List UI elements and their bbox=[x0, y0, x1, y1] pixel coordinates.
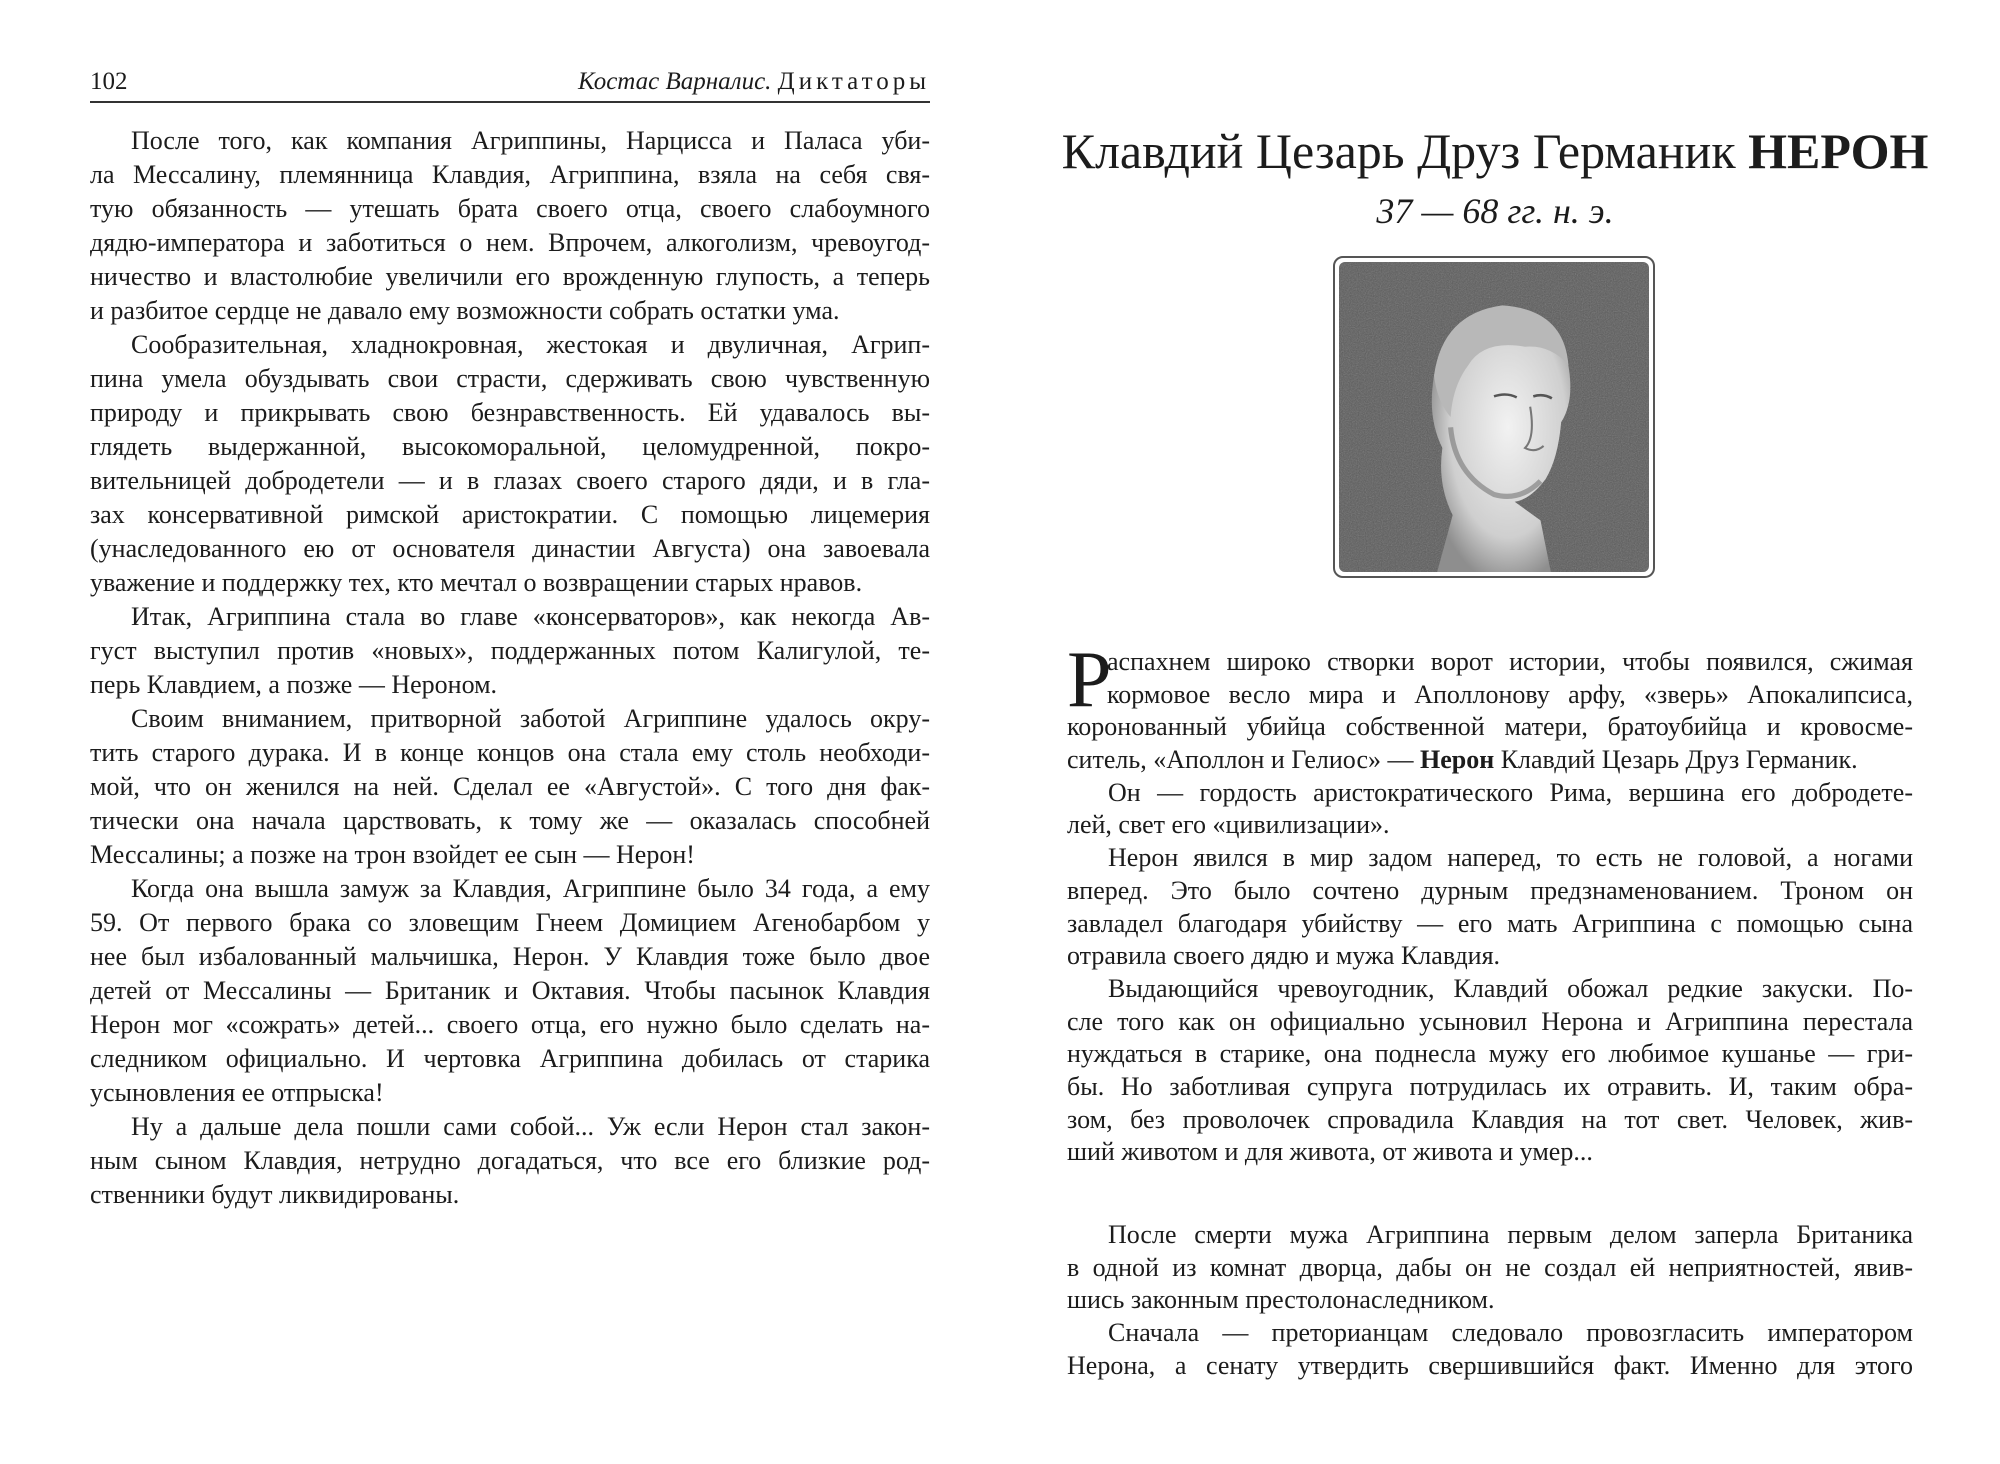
paragraph-4-line: тически она начала царствовать, к тому же — оказалась способней bbox=[90, 806, 930, 835]
paragraph-5-line: следником официально. И чертовка Агриппина добилась от старика bbox=[90, 1044, 930, 1073]
paragraph-2-line: природу и прикрывать свою безнравственность. Ей удавалось вы- bbox=[90, 398, 930, 427]
paragraph-2-line: вительницей добродетели — и в глазах своего старого дяди, и в гла- bbox=[90, 466, 930, 495]
paragraph-2-line: уважение и поддержку тех, кто мечтал о возвращении старых нравов. bbox=[90, 568, 863, 597]
paragraph-5-line: Когда она вышла замуж за Клавдия, Агриппине было 34 года, а ему bbox=[131, 874, 930, 903]
paragraph-4-line: Мессалины; а позже на трон взойдет ее сын — Нерон! bbox=[90, 840, 695, 869]
paragraph-2-line: глядеть выдержанной, высокоморальной, целомудренной, покро- bbox=[90, 432, 930, 461]
portrait-image bbox=[1333, 256, 1655, 578]
paragraph-2-line: зах консервативной римской аристократии. С помощью лицемерия bbox=[90, 500, 930, 529]
paragraph-4-line: Своим вниманием, притворной заботой Агриппине удалось окру- bbox=[131, 704, 930, 733]
paragraph-5-line: Нерон мог «сожрать» детей... своего отца, его нужно было сделать на- bbox=[90, 1010, 930, 1039]
paragraph-1-line: аспахнем широко створки ворот истории, чтобы появился, сжимая bbox=[1107, 647, 1913, 676]
paragraph-4-line: тить старого дурака. И в конце концов она стала ему столь необходи- bbox=[90, 738, 930, 767]
paragraph-4-line: зом, без проволочек спровадила Клавдия на тот свет. Человек, жив- bbox=[1067, 1104, 1913, 1134]
paragraph-2-line: лей, свет его «цивилизации». bbox=[1067, 810, 1390, 840]
bold-name: Нерон bbox=[1419, 745, 1495, 775]
paragraph-1-line: ла Мессалину, племянница Клавдия, Агриппина, взяла на себя свя- bbox=[90, 160, 930, 189]
author-name: Костас Варналис. bbox=[578, 68, 772, 95]
paragraph-1-line: После того, как компания Агриппины, Нарцисса и Паласа уби- bbox=[131, 126, 930, 155]
paragraph-3-line: густ выступил против «новых», поддержанных потом Калигулой, те- bbox=[90, 636, 930, 665]
paragraph-5-line: 59. От первого брака со зловещим Гнеем Домицием Агенобарбом у bbox=[90, 908, 930, 937]
chapter-dates: 37 — 68 гг. н. э. bbox=[1376, 191, 1614, 231]
running-header bbox=[90, 62, 930, 102]
book-title: Диктаторы bbox=[777, 68, 930, 95]
paragraph-3-line: Итак, Агриппина стала во главе «консерваторов», как некогда Ав- bbox=[131, 602, 930, 631]
chapter-title-bold: НЕРОН bbox=[1748, 123, 1929, 179]
paragraph-4-line: нуждаться в старике, она поднесла мужу его любимое кушанье — гри- bbox=[1067, 1039, 1913, 1069]
header-rule bbox=[90, 101, 930, 103]
paragraph-2-line: Он — гордость аристократического Рима, вершина его добродете- bbox=[1108, 777, 1913, 807]
paragraph-2-line: (унаследованного ею от основателя династии Августа) она завоевала bbox=[90, 534, 930, 563]
paragraph-6-line: Ну а дальше дела пошли сами собой... Уж если Нерон стал закон- bbox=[131, 1112, 930, 1141]
paragraph-5-line: нее был избалованный мальчишка, Нерон. У Клавдия тоже было двое bbox=[90, 942, 930, 971]
paragraph-1-line: тую обязанность — утешать брата своего отца, своего слабоумного bbox=[90, 194, 930, 223]
paragraph-5-line: После смерти мужа Агриппина первым делом заперла Британика bbox=[1108, 1220, 1913, 1249]
paragraph-5-line: детей от Мессалины — Британик и Октавия. Чтобы пасынок Клавдия bbox=[90, 976, 930, 1005]
paragraph-4-line: бы. Но заботливая супруга потрудилась их отравить. И, таким обра- bbox=[1067, 1071, 1913, 1101]
paragraph-6-line: ным сыном Клавдия, нетрудно догадаться, что все его близкие род- bbox=[90, 1146, 930, 1175]
paragraph-5-line: в одной из комнат дворца, дабы он не создал ей неприятностей, явив- bbox=[1067, 1252, 1913, 1282]
running-title bbox=[578, 68, 930, 96]
paragraph-5-line: усыновления ее отпрыска! bbox=[90, 1078, 384, 1107]
text-segment: Клавдий Цезарь Друз Германик. bbox=[1494, 745, 1858, 775]
paragraph-4-line: ший животом и для живота, от живота и умер... bbox=[1067, 1137, 1593, 1167]
paragraph-4-line: сле того как он официально усыновил Нерона и Агриппина перестала bbox=[1067, 1006, 1913, 1036]
paragraph-1-line: дядю-императора и заботиться о нем. Впрочем, алкоголизм, чревоугод- bbox=[90, 228, 930, 257]
page-number: 102 bbox=[90, 68, 128, 95]
chapter-title-regular: Клавдий Цезарь Друз Германик bbox=[1061, 123, 1736, 179]
paragraph-6-line: ственники будут ликвидированы. bbox=[90, 1180, 460, 1209]
paragraph-4-line: Выдающийся чревоугодник, Клавдий обожал редкие закуски. По- bbox=[1108, 973, 1913, 1003]
left-page-body bbox=[90, 124, 930, 1212]
text-segment: ситель, «Аполлон и Гелиос» — bbox=[1067, 745, 1420, 775]
paragraph-1-line: и разбитое сердце не давало ему возможности собрать остатки ума. bbox=[90, 296, 840, 325]
paragraph-1-line: ничество и властолюбие увеличили его врожденную глупость, а теперь bbox=[90, 262, 930, 291]
paragraph-3-line: Нерон явился в мир задом наперед, то есть не головой, а ногами bbox=[1108, 843, 1913, 873]
chapter-title bbox=[1060, 122, 1930, 180]
paragraph-1-line: кормовое весло мира и Аполлонову арфу, «зверь» Апокалипсиса, bbox=[1107, 679, 1913, 709]
paragraph-6-line: Сначала — преторианцам следовало провозгласить императором bbox=[1108, 1318, 1913, 1348]
drop-cap: Р bbox=[1067, 636, 1112, 724]
paragraph-6-line: Нерона, а сенату утвердить свершившийся факт. Именно для этого bbox=[1067, 1350, 1913, 1380]
section-gap bbox=[1067, 1169, 1913, 1219]
paragraph-4-line: мой, что он женился на ней. Сделал ее «Августой». С того дня фак- bbox=[90, 772, 930, 801]
paragraph-3-line: вперед. Это было сочтено дурным предзнаменованием. Троном он bbox=[1067, 875, 1913, 905]
paragraph-2-line: Сообразительная, хладнокровная, жестокая и двуличная, Агрип- bbox=[131, 330, 930, 359]
nero-bust-illustration bbox=[1339, 262, 1649, 572]
paragraph-2-line: пина умела обуздывать свои страсти, сдерживать свою чувственную bbox=[90, 364, 930, 393]
right-page-body bbox=[1067, 636, 1913, 1382]
paragraph-5-line: шись законным престолонаследником. bbox=[1067, 1285, 1495, 1315]
paragraph-3-line: завладел благодаря убийству — его мать Агриппина с помощью сына bbox=[1067, 908, 1913, 938]
paragraph-3-line: отравила своего дядю и мужа Клавдия. bbox=[1067, 941, 1501, 971]
paragraph-1-line bbox=[1067, 744, 1913, 777]
paragraph-1-line: коронованный убийца собственной матери, братоубийца и кровосме- bbox=[1067, 712, 1913, 742]
paragraph-3-line: перь Клавдием, а позже — Нероном. bbox=[90, 670, 498, 699]
